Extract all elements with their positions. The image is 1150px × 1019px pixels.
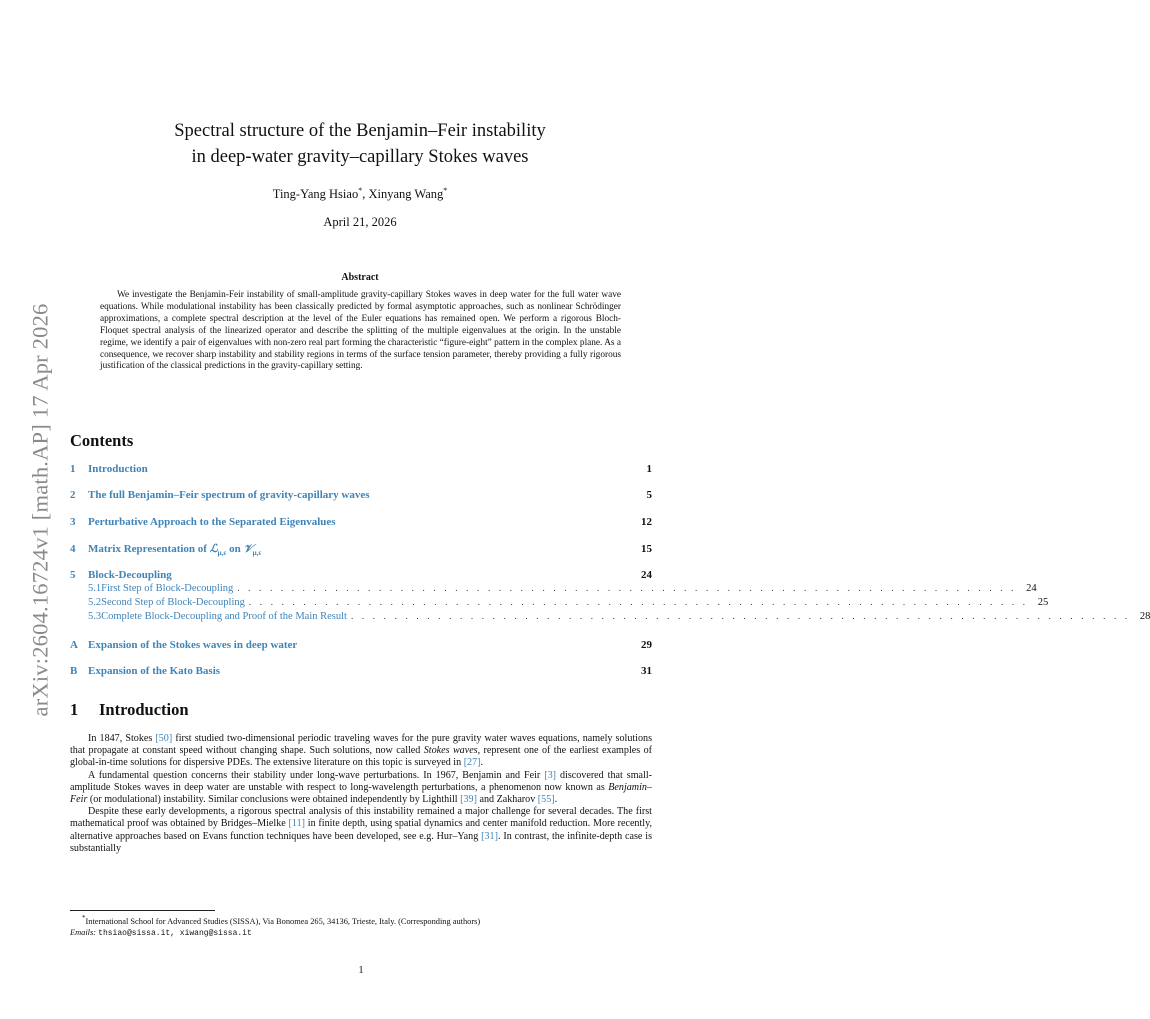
- text-run: In 1847, Stokes: [88, 733, 156, 744]
- text-run: Despite these early developments, a rigorous spectral analysis of this instability remained a major challenge for several decades. The first mathematical proof was obtained by Bridges–Mielke: [70, 806, 652, 830]
- citation-link[interactable]: [27]: [463, 757, 481, 769]
- space-symbol: 𝒱: [243, 543, 253, 555]
- toc-leader: . . . . . . . . . . . . . . . . . . . . . . . . . . . . . . . . . . . . . . . . . . . . . . . . . . . . . . . . . . . . . . . . . . . . . . . .: [248, 597, 1029, 607]
- author-list: [70, 186, 650, 202]
- toc-page: 28: [1139, 611, 1150, 622]
- email-addresses[interactable]: thsiao@sissa.it, xiwang@sissa.it: [98, 928, 252, 938]
- toc-entry-first-step[interactable]: [70, 583, 1037, 597]
- toc-entry-introduction[interactable]: [70, 463, 652, 477]
- citation-link[interactable]: [39]: [460, 794, 477, 806]
- footnote-emails: [70, 927, 652, 939]
- toc-number: 1: [70, 463, 76, 475]
- toc-page: 29: [641, 639, 652, 651]
- text-run: , represent one of the earliest examples of global-in-time solutions for dispersive PDEs. The extensive literature on this topic is surveyed in: [70, 745, 652, 769]
- footnote-rule: [70, 910, 215, 911]
- toc-number: 5.1: [88, 583, 102, 594]
- section-title: Introduction: [99, 700, 189, 719]
- title-line-1: Spectral structure of the Benjamin–Feir instability: [174, 121, 546, 141]
- text-run: .: [480, 757, 484, 769]
- citation-link[interactable]: [31]: [481, 830, 498, 842]
- author-2-footnote-mark[interactable]: *: [443, 186, 448, 195]
- author-2: Xinyang Wang: [368, 187, 444, 202]
- section-number: 1: [70, 700, 79, 719]
- contents-heading: Contents: [70, 431, 134, 450]
- abstract-text: We investigate the Benjamin-Feir instability of small-amplitude gravity-capillary Stokes waves in deep water for the full water wave equations. While modulational instability has been classically predicted by formal asymptotic approaches, such as nonlinear Schrödinger approximations, a complete spectral description at the level of the Euler equations has remained open. We perform a rigorous Bloch-Floquet spectral analysis of the linearized operator and describe the splitting of the multiple eigenvalues at the origin. In the unstable regime, we identify a pair of eigenvalues with non-zero real part forming the characteristic “figure-eight” pattern in the complex plane. As a consequence, we recover sharp instability and stability regions in terms of the surface tension parameter, thereby providing a fully rigorous justification of the classical predictions in the gravity-capillary setting.: [100, 290, 621, 372]
- toc-entry-second-step[interactable]: [70, 597, 1049, 611]
- citation-link[interactable]: [55]: [537, 794, 555, 806]
- paragraph-1: [70, 733, 652, 770]
- toc-label: [88, 542, 261, 557]
- toc-page: 24: [1026, 583, 1037, 594]
- toc-label: Expansion of the Kato Basis: [88, 665, 221, 677]
- toc-number: 5: [70, 569, 76, 581]
- toc-label-text: on: [226, 543, 244, 555]
- text-run: discovered that small-amplitude Stokes waves in deep water are unstable with respect to long-wavelength perturbations, a phenomenon now known as: [70, 769, 652, 793]
- emphasis: Stokes waves: [423, 745, 478, 757]
- text-run: . In contrast, the infinite-depth case is substantially: [70, 830, 652, 854]
- footnote-affiliation: [70, 913, 652, 927]
- title-line-2: in deep-water gravity–capillary Stokes waves: [191, 147, 529, 167]
- toc-entry-block-decoupling[interactable]: [70, 569, 652, 583]
- toc-label: Block-Decoupling: [88, 569, 172, 581]
- toc-page: 12: [641, 516, 652, 528]
- toc-label: First Step of Block-Decoupling: [101, 583, 234, 594]
- footnote-mark: *: [82, 914, 86, 922]
- space-subscript: μ,ε: [252, 549, 262, 558]
- toc-label: Introduction: [88, 463, 148, 475]
- toc-number: 4: [70, 543, 76, 555]
- toc-label: Second Step of Block-Decoupling: [101, 597, 245, 608]
- toc-entry-appendix-b[interactable]: [70, 665, 652, 679]
- toc-leader: . . . . . . . . . . . . . . . . . . . . . . . . . . . . . . . . . . . . . . . . . . . . . . . . . . . . . . . . . . . . . . . . . . . . . . . .: [350, 611, 1131, 621]
- paragraph-2: [70, 770, 652, 807]
- toc-page: 24: [641, 569, 652, 581]
- page-number: 1: [358, 965, 364, 976]
- arxiv-sidebar: [20, 285, 60, 735]
- text-run: .: [554, 794, 558, 806]
- toc-number: A: [70, 639, 78, 651]
- operator-symbol: ℒ: [209, 543, 218, 555]
- toc-leader: . . . . . . . . . . . . . . . . . . . . . . . . . . . . . . . . . . . . . . . . . . . . . . . . . . . . . . . . . . . . . . . . . . . . . . . .: [237, 583, 1017, 593]
- toc-page: 31: [641, 665, 652, 677]
- author-1-footnote-mark[interactable]: *: [358, 186, 363, 195]
- toc-entry-perturbative-approach[interactable]: [70, 516, 652, 530]
- toc-page: 1: [646, 463, 652, 475]
- toc-page: 15: [641, 543, 652, 555]
- toc-number: 5.3: [88, 611, 102, 622]
- citation-link[interactable]: [50]: [155, 733, 173, 744]
- arxiv-identifier: arXiv:2604.16724v1 [math.AP] 17 Apr 2026: [27, 303, 52, 717]
- toc-label: Complete Block-Decoupling and Proof of the Main Result: [101, 611, 347, 622]
- operator-subscript: μ,ε: [217, 549, 227, 558]
- toc-number: 2: [70, 489, 76, 501]
- toc-label: Expansion of the Stokes waves in deep water: [88, 639, 298, 651]
- citation-link[interactable]: [11]: [288, 818, 305, 830]
- toc-entry-full-spectrum[interactable]: [70, 489, 652, 503]
- author-1: Ting-Yang Hsiao: [272, 187, 359, 202]
- paper-date: April 21, 2026: [323, 215, 397, 229]
- paper-title: [70, 118, 650, 170]
- toc-label: The full Benjamin–Feir spectrum of gravity-capillary waves: [88, 489, 370, 501]
- text-run: (or modulational) instability. Similar conclusions were obtained independently by Lighthill: [87, 794, 461, 806]
- affiliation-text: International School for Advanced Studies (SISSA), Via Bonomea 265, 34136, Trieste, Italy. (Corresponding authors): [85, 916, 481, 926]
- toc-entry-appendix-a[interactable]: [70, 639, 652, 653]
- toc-page: 25: [1037, 597, 1049, 608]
- text-run: first studied two-dimensional periodic traveling waves for the pure gravity water waves equations, namely solutions that propagate at constant speed without changing shape. Such solutions, now called: [70, 733, 653, 757]
- toc-label: Perturbative Approach to the Separated Eigenvalues: [88, 516, 336, 528]
- emails-label: Emails:: [70, 927, 97, 937]
- citation-link[interactable]: [3]: [544, 769, 557, 781]
- abstract-heading: Abstract: [341, 272, 379, 283]
- emphasis: Benjamin–Feir: [70, 781, 652, 806]
- toc-label-text: Matrix Representation of: [88, 543, 210, 555]
- toc-number: 3: [70, 516, 76, 528]
- toc-entry-matrix-representation[interactable]: [70, 542, 652, 556]
- author-separator: ,: [362, 187, 369, 202]
- section-heading-introduction: [70, 700, 189, 720]
- toc-number: 5.2: [88, 597, 102, 608]
- introduction-body: [70, 733, 652, 855]
- footnote: [70, 913, 652, 939]
- toc-number: B: [70, 665, 78, 677]
- text-run: in finite depth, using spatial dynamics and center manifold reduction. More recently, alternative approaches based on Evans function techniques have been developed, see e.g. Hur–Yang: [70, 818, 652, 842]
- toc-entry-complete-decoupling[interactable]: [70, 611, 1150, 625]
- text-run: and Zakharov: [476, 794, 538, 806]
- toc-page: 5: [646, 489, 652, 501]
- paragraph-3: [70, 806, 652, 855]
- text-run: A fundamental question concerns their stability under long-wave perturbations. In 1967, Benjamin and Feir: [88, 769, 545, 781]
